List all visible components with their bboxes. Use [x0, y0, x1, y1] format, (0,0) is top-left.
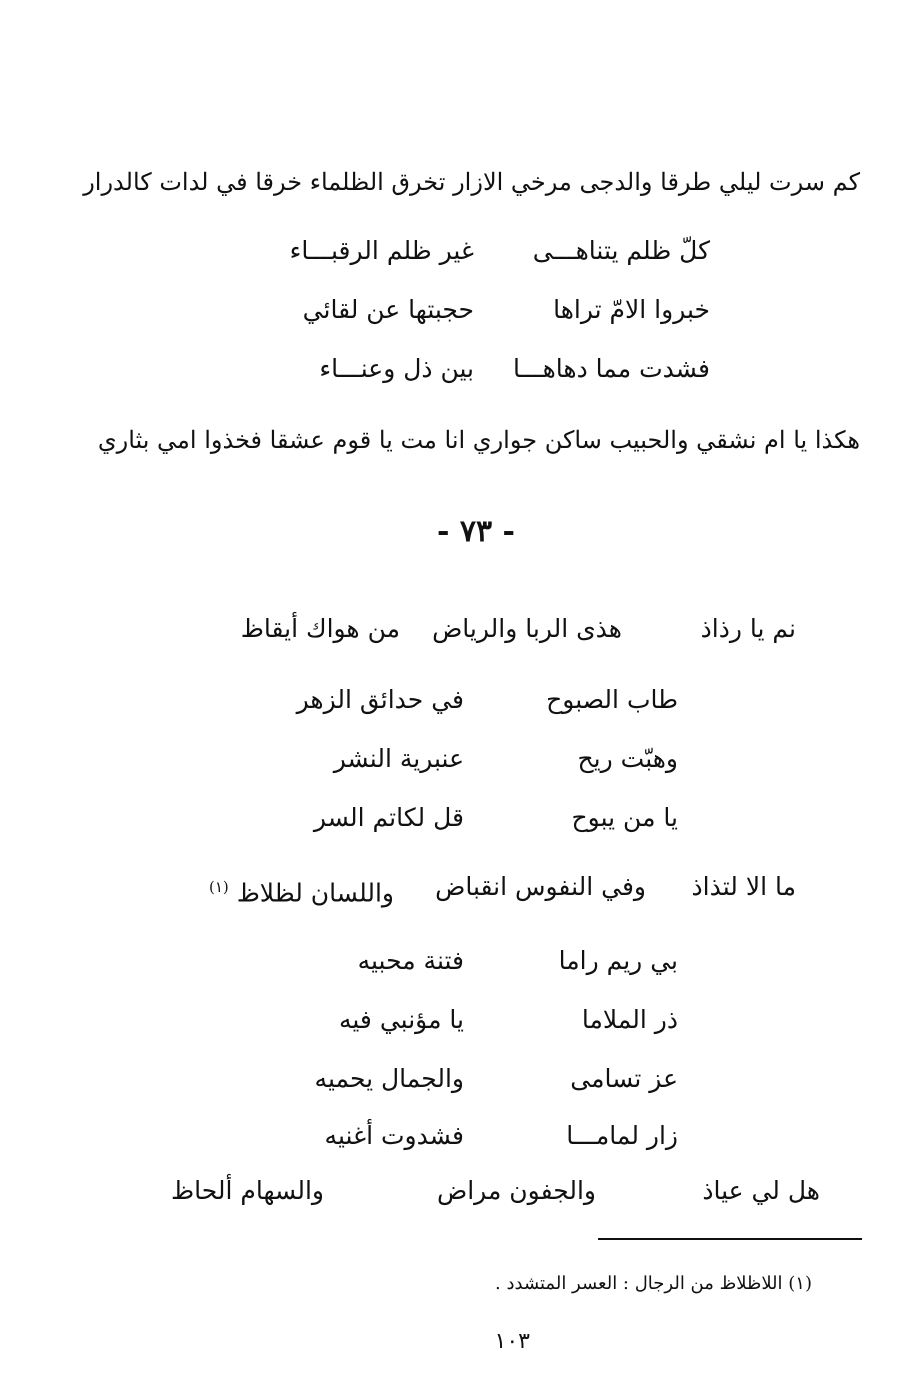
poem1-couplet-2-left: حجبتها عن لقائي — [302, 295, 474, 324]
refrain2-middle: وفي النفوس انقباض — [435, 872, 646, 901]
footnote-text: (١) اللاظلاظ من الرجال : العسر المتشدد . — [495, 1273, 812, 1294]
poem1-couplet-1-left: غير ظلم الرقبـــاء — [289, 236, 474, 265]
poem1-couplet-3-left: بين ذل وعنـــاء — [319, 354, 474, 383]
footnote-divider — [598, 1238, 862, 1240]
footnote-marker: (١) — [208, 878, 229, 896]
stanza2-line-3-right: عز تسامى — [570, 1064, 678, 1093]
section-number: - ٧٣ - — [436, 514, 516, 549]
stanza1-line-3-right: يا من يبوح — [571, 803, 678, 832]
stanza1-line-1-left: في حدائق الزهر — [296, 685, 464, 714]
refrain3-middle: والجفون مراض — [437, 1176, 596, 1205]
refrain1-right: نم يا رذاذ — [700, 614, 796, 643]
stanza2-line-2-right: ذر الملاما — [581, 1005, 678, 1034]
poem1-opening-line: كم سرت ليلي طرقا والدجى مرخي الازار تخرق الظلماء خرقا في لدات كالدرار — [83, 168, 860, 196]
poem1-couplet-3-right: فشدت مما دهاهـــا — [513, 354, 710, 383]
stanza2-line-4-left: فشدوت أغنيه — [324, 1121, 464, 1150]
refrain3-right: هل لي عياذ — [702, 1176, 820, 1205]
stanza2-line-1-right: بي ريم راما — [558, 946, 678, 975]
poem1-couplet-1-right: كلّ ظلم يتناهـــى — [532, 236, 710, 265]
stanza2-line-2-left: يا مؤنبي فيه — [338, 1005, 464, 1034]
stanza2-line-4-right: زار لمامـــا — [566, 1121, 678, 1150]
stanza1-line-2-left: عنبرية النشر — [333, 744, 464, 773]
refrain1-left: من هواك أيقاظ — [240, 614, 400, 643]
refrain2-left — [209, 870, 394, 910]
refrain1-middle: هذى الربا والرياض — [432, 614, 622, 643]
poem1-closing-line: هكذا يا ام نشقي والحبيب ساكن جواري انا مت يا قوم عشقا فخذوا امي بثاري — [97, 426, 860, 454]
poem1-couplet-2-right: خبروا الامّ تراها — [553, 295, 710, 324]
stanza1-line-2-right: وهبّت ريح — [577, 744, 678, 773]
refrain3-left: والسهام ألحاظ — [171, 1176, 324, 1205]
stanza1-line-1-right: طاب الصبوح — [546, 685, 678, 714]
refrain2-right: ما الا لتذاذ — [691, 872, 796, 901]
stanza1-line-3-left: قل لكاتم السر — [313, 803, 464, 832]
refrain2-left-text: واللسان لظلاظ — [236, 878, 394, 908]
stanza2-line-3-left: والجمال يحميه — [314, 1064, 464, 1093]
stanza2-line-1-left: فتنة محبيه — [357, 946, 464, 975]
page-number: ١٠٣ — [494, 1329, 530, 1354]
